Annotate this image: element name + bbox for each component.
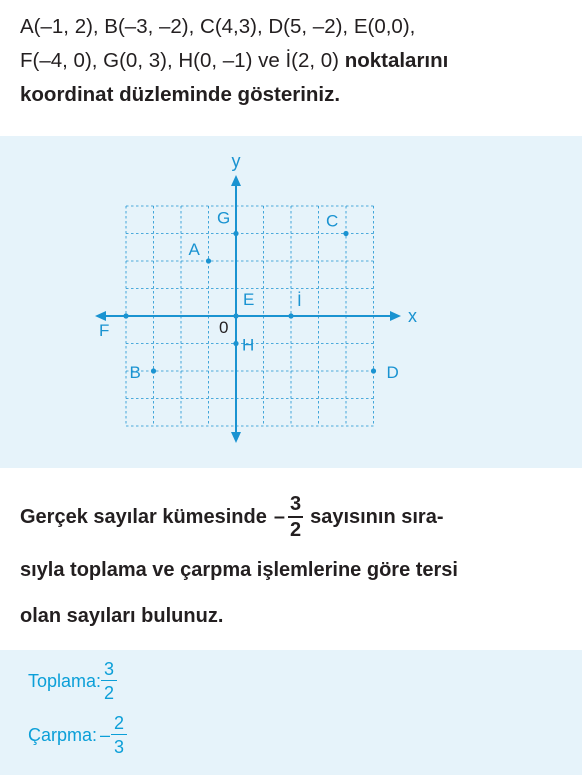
carpma-fraction: [111, 714, 127, 756]
answer-toplama: [28, 660, 117, 702]
point-E-marker: [233, 313, 238, 318]
question-2-text-before: Gerçek sayılar kümesinde: [20, 506, 267, 528]
point-A-label: A: [188, 240, 200, 259]
point-H-marker: [233, 341, 238, 346]
question-1-line-1: A(–1, 2), B(–3, –2), C(4,3), D(5, –2), E(0,0),: [20, 15, 416, 38]
y-axis-label: y: [231, 151, 241, 171]
carpma-numerator: 2: [111, 714, 127, 735]
x-axis-label: x: [408, 306, 417, 326]
point-İ-marker: [288, 313, 293, 318]
toplama-numerator: 3: [101, 660, 117, 681]
point-A-marker: [206, 258, 211, 263]
points: [99, 209, 399, 383]
fraction-numerator: 3: [288, 494, 303, 518]
toplama-denominator: 2: [104, 683, 115, 703]
question-2-line-1: [20, 487, 565, 547]
point-G-marker: [233, 231, 238, 236]
point-list-text: F(–4, 0), G(0, 3), H(0, –1) ve İ(2, 0): [20, 49, 345, 72]
question-1-line-2: [20, 44, 575, 78]
point-H-label: H: [242, 335, 255, 355]
coordinate-plane: [0, 136, 582, 468]
point-B-label: B: [129, 363, 141, 382]
question-2-text-after: sayısının sıra-: [310, 506, 444, 528]
point-F-label: F: [99, 321, 110, 340]
minus-sign: –: [273, 506, 285, 528]
toplama-fraction: [101, 660, 117, 702]
carpma-label: Çarpma:: [28, 724, 98, 745]
y-axis-arrow-down: [231, 432, 241, 443]
fraction-three-halves: [288, 494, 303, 540]
point-G-label: G: [217, 208, 231, 228]
fraction-denominator: 2: [289, 519, 302, 541]
point-E-label: E: [243, 290, 255, 309]
carpma-minus-sign: –: [100, 724, 111, 745]
answer-carpma: [28, 714, 127, 756]
question-2-line-2: sıyla toplama ve çarpma işlemlerine göre tersi: [20, 559, 458, 581]
question-2-line-3: olan sayıları bulunuz.: [20, 605, 224, 627]
point-B-marker: [151, 368, 156, 373]
point-C-marker: [343, 231, 348, 236]
y-axis-arrow-up: [231, 175, 241, 186]
toplama-label: Toplama:: [28, 670, 102, 691]
x-axis-arrow-right: [390, 311, 401, 321]
question-1-line-3: koordinat düzleminde gösteriniz.: [20, 83, 341, 106]
question-2: [20, 487, 565, 639]
point-D-marker: [371, 368, 376, 373]
point-C-label: C: [326, 211, 339, 231]
carpma-denominator: 3: [114, 737, 125, 757]
point-D-label: D: [386, 363, 399, 382]
x-axis-arrow-left: [95, 311, 106, 321]
instruction-bold: noktalarını: [344, 49, 449, 72]
origin-label: 0: [219, 318, 229, 337]
answer-panel: [0, 650, 582, 775]
point-İ-label: İ: [297, 291, 302, 310]
graph-panel: [0, 136, 582, 468]
point-F-marker: [123, 313, 128, 318]
question-1: [20, 10, 575, 112]
